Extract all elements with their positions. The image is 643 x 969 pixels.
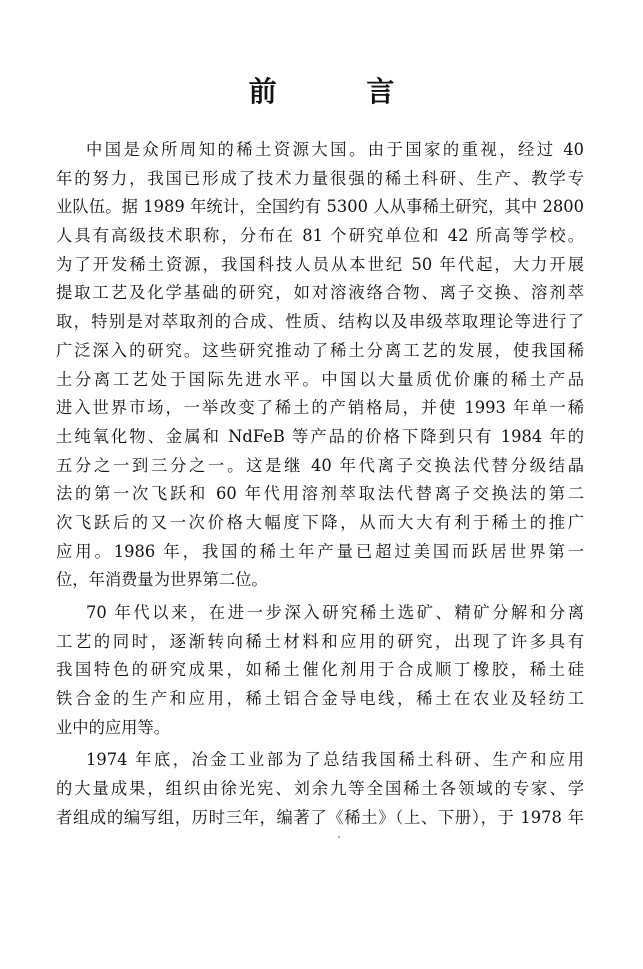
text-line: 工艺的同时，逐渐转向稀土材料和应用的研究，出现了许多具有 bbox=[56, 631, 584, 651]
text-line: 者组成的编写组，历时三年，编著了《稀土》（上、下册），于 1978 年 bbox=[56, 807, 584, 827]
text-line: 年的努力，我国已形成了技术力量很强的稀土科研、生产、教学专 bbox=[56, 168, 584, 188]
text-line: 位，年消费量为世界第二位。 bbox=[56, 570, 268, 590]
text-line: 提取工艺及化学基础的研究，如对溶液络合物、离子交换、溶剂萃 bbox=[56, 283, 584, 303]
paragraph-1 bbox=[56, 136, 584, 595]
text-line: 70 年代以来，在进一步深入研究稀土选矿、精矿分解和分离 bbox=[86, 603, 584, 622]
paragraph-2 bbox=[56, 599, 584, 742]
text-line: 业中的应用等。 bbox=[56, 717, 170, 737]
paragraph-3 bbox=[56, 746, 584, 832]
text-line: 人具有高级技术职称，分布在 81 个研究单位和 42 所高等学校。 bbox=[56, 226, 584, 246]
text-line: 应用。1986 年，我国的稀土年产量已超过美国而跃居世界第一 bbox=[56, 541, 584, 561]
text-line: 1974 年底，冶金工业部为了总结我国稀土科研、生产和应用 bbox=[86, 750, 584, 770]
text-line: 为了开发稀土资源，我国科技人员从本世纪 50 年代起，大力开展 bbox=[56, 254, 584, 274]
text-line: 土纯氧化物、金属和 NdFeB 等产品的价格下降到只有 1984 年的 bbox=[56, 426, 584, 446]
text-line: 业队伍。据 1989 年统计，全国约有 5300 人从事稀土研究，其中 2800 bbox=[56, 197, 584, 217]
text-line: 法的第一次飞跃和 60 年代用溶剂萃取法代替离子交换法的第二 bbox=[56, 484, 584, 504]
body-text bbox=[56, 136, 584, 833]
page-title: 前 言 bbox=[248, 75, 435, 108]
scan-speck bbox=[338, 836, 340, 838]
text-line: 土分离工艺处于国际先进水平。中国以大量质优价廉的稀土产品 bbox=[56, 369, 584, 389]
text-line: 次飞跃后的又一次价格大幅度下降，从而大大有利于稀土的推广 bbox=[56, 512, 584, 532]
text-line: 广泛深入的研究。这些研究推动了稀土分离工艺的发展，使我国稀 bbox=[56, 340, 584, 360]
text-line: 我国特色的研究成果，如稀土催化剂用于合成顺丁橡胶，稀土硅 bbox=[56, 660, 584, 680]
text-line: 进入世界市场，一举改变了稀土的产销格局，并使 1993 年单一稀 bbox=[56, 398, 584, 418]
text-line: 取，特别是对萃取剂的合成、性质、结构以及串级萃取理论等进行了 bbox=[56, 312, 584, 332]
text-line: 五分之一到三分之一。这是继 40 年代离子交换法代替分级结晶 bbox=[56, 455, 584, 475]
text-line: 的大量成果，组织由徐光宪、刘余九等全国稀土各领域的专家、学 bbox=[56, 779, 584, 799]
text-line: 铁合金的生产和应用，稀土铝合金导电线，稀土在农业及轻纺工 bbox=[56, 689, 584, 709]
text-line: 中国是众所周知的稀土资源大国。由于国家的重视，经过 40 bbox=[86, 140, 584, 159]
